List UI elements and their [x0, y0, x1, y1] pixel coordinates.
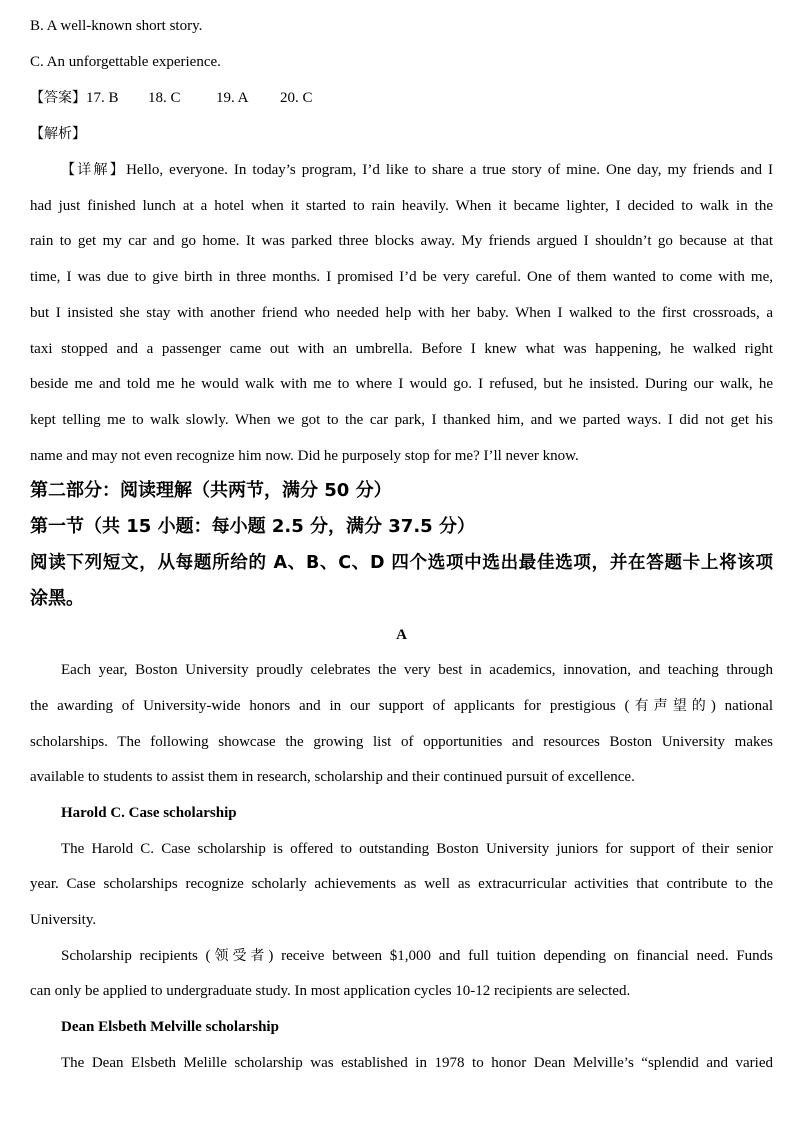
answer-item: 18. C — [148, 90, 181, 106]
option-c: C. An unforgettable experience. — [30, 54, 221, 70]
analysis-line: taxi stopped and a passenger came out with an umbrella. Before I knew what was happening, he walked right — [30, 341, 773, 357]
melville-heading: Dean Elsbeth Melville scholarship — [61, 1019, 279, 1035]
answer-label: 【答案】 — [30, 90, 86, 106]
case-line: Scholarship recipients (领受者) receive between $1,000 and full tuition depending on financial need. Funds — [61, 948, 773, 964]
detail-label: 【详解】 — [61, 162, 127, 178]
analysis-line: beside me and told me he would walk with me to where I would go. I refused, but he insisted. During our walk, he — [30, 376, 773, 392]
case-line: The Harold C. Case scholarship is offered to outstanding Boston University juniors for support of their senior — [61, 841, 773, 857]
case-line: can only be applied to undergraduate study. In most application cycles 10-12 recipients are selected. — [30, 983, 631, 999]
passage-letter: A — [396, 627, 407, 643]
answer-item: 20. C — [280, 90, 313, 106]
analysis-line: rain to get my car and go home. It was parked three blocks away. My friends argued I shouldn’t go because at that — [30, 233, 773, 249]
analysis-line: kept telling me to walk slowly. When we got to the car park, I thanked him, and we parted ways. I did not get his — [30, 412, 773, 428]
intro-line: Each year, Boston University proudly celebrates the very best in academics, innovation, and teaching through — [61, 662, 773, 678]
analysis-line: name and may not even recognize him now. Did he purposely stop for me? I’ll never know. — [30, 448, 579, 464]
section1-title: 第一节（共 15 小题：每小题 2.5 分，满分 37.5 分） — [30, 516, 475, 537]
analysis-line: time, I was due to give birth in three months. I promised I’d be very careful. One of them wanted to come with me, — [30, 269, 773, 285]
analysis-label: 【解析】 — [30, 126, 86, 142]
answer-line — [30, 88, 313, 108]
intro-line: scholarships. The following showcase the growing list of opportunities and resources Boston University makes — [30, 734, 773, 750]
part2-title: 第二部分：阅读理解（共两节，满分 50 分） — [30, 480, 392, 501]
analysis-line: but I insisted she stay with another friend who needed help with her baby. When I walked to the first crossroads, a — [30, 305, 773, 321]
option-b: B. A well-known short story. — [30, 18, 203, 34]
case-line: University. — [30, 912, 97, 928]
answer-item: 19. A — [216, 90, 249, 106]
analysis-line: had just finished lunch at a hotel when it started to rain heavily. When it became lighter, I decided to walk in the — [30, 198, 773, 214]
instruction-line: 阅读下列短文，从每题所给的 A、B、C、D 四个选项中选出最佳选项，并在答题卡上将该项 — [30, 553, 773, 573]
case-line: year. Case scholarships recognize scholarly achievements as well as extracurricular activities that contribute to the — [30, 876, 773, 892]
instruction-line: 涂黑。 — [30, 588, 84, 609]
answer-item: 17. B — [86, 90, 119, 106]
melville-line: The Dean Elsbeth Melille scholarship was established in 1978 to honor Dean Melville’s “splendid and varied — [61, 1055, 773, 1071]
intro-line: the awarding of University-wide honors and in our support of applicants for prestigious (有声望的) national — [30, 698, 773, 714]
case-heading: Harold C. Case scholarship — [61, 805, 237, 821]
analysis-line: 【详解】Hello, everyone. In today’s program, I’d like to share a true story of mine. One day, my friends and I — [61, 162, 773, 178]
intro-line: available to students to assist them in research, scholarship and their continued pursuit of excellence. — [30, 769, 635, 785]
